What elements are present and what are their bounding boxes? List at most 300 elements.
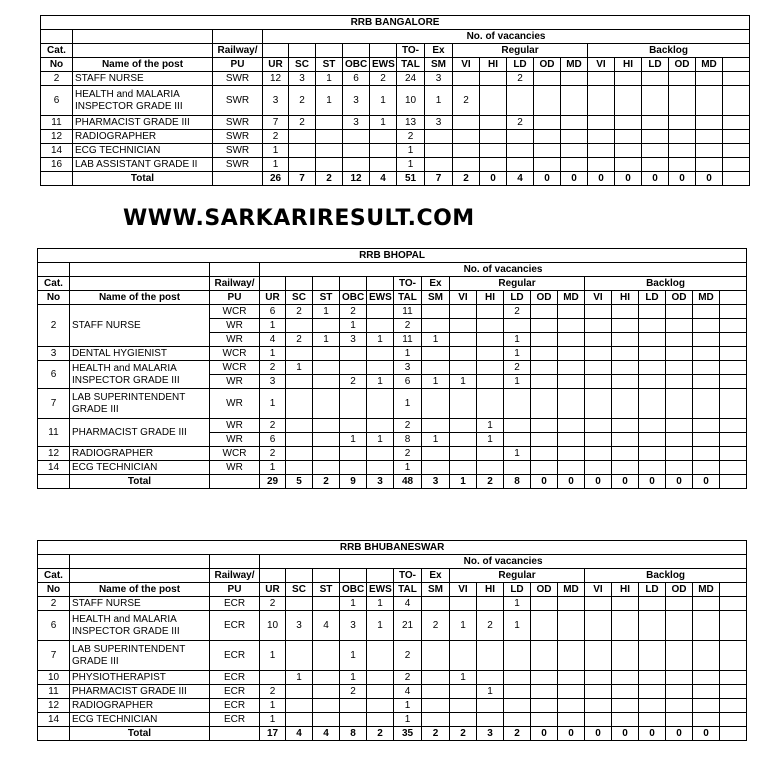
backlog-cell: [585, 461, 612, 475]
value-cell-sc: 1: [286, 361, 313, 375]
value-cell-ews: 1: [367, 333, 394, 347]
backlog-header: Backlog: [585, 569, 747, 583]
backlog-cell: [639, 419, 666, 433]
table-cell: [313, 569, 340, 583]
value-cell-od: [531, 305, 558, 319]
value-cell-sc: [286, 699, 313, 713]
column-header-obc: OBC: [340, 583, 367, 597]
value-cell-ews: [367, 419, 394, 433]
value-cell-ews: 1: [370, 86, 397, 116]
railway-pu-cell: WR: [210, 419, 260, 433]
value-cell-exsm: [422, 347, 450, 361]
table-cell: [720, 333, 747, 347]
value-cell-md: [558, 389, 585, 419]
table-row: [38, 713, 747, 727]
value-cell-md: [558, 685, 585, 699]
table-cell: [723, 72, 750, 86]
total-row: [38, 727, 747, 741]
value-cell-ur: 2: [260, 361, 286, 375]
value-cell-hi: [477, 319, 504, 333]
total-value-cell: 4: [286, 727, 313, 741]
value-cell-sc: 3: [289, 72, 316, 86]
total-value-cell: 0: [480, 172, 507, 186]
value-cell-obc: 1: [340, 597, 367, 611]
post-name-cell: HEALTH and MALARIA INSPECTOR GRADE III: [70, 361, 210, 389]
table-cell: [723, 116, 750, 130]
backlog-cell: [585, 361, 612, 375]
value-cell-od: [531, 347, 558, 361]
value-cell-obc: [340, 461, 367, 475]
value-cell-ld: [504, 433, 531, 447]
table-cell: [260, 277, 286, 291]
value-cell-hi: [477, 375, 504, 389]
value-cell-ld: 1: [504, 347, 531, 361]
total-header: TO-: [394, 277, 422, 291]
value-cell-st: [313, 347, 340, 361]
value-cell-md: [558, 713, 585, 727]
value-cell-ld: 2: [507, 116, 534, 130]
backlog-cell: [666, 597, 693, 611]
value-cell-ur: 4: [260, 333, 286, 347]
post-name-cell: ECG TECHNICIAN: [73, 144, 213, 158]
column-header-md: MD: [693, 291, 720, 305]
value-cell-vi: [450, 419, 477, 433]
value-cell-obc: [343, 130, 370, 144]
value-cell-ews: [370, 158, 397, 172]
column-header-od: OD: [666, 291, 693, 305]
vacancies-header: No. of vacancies: [263, 30, 750, 44]
value-cell-ews: [367, 389, 394, 419]
value-cell-od: [531, 713, 558, 727]
value-cell-vi: [453, 144, 480, 158]
value-cell-ld: [504, 419, 531, 433]
cat-no-cell: 11: [38, 685, 70, 699]
column-header-vi: VI: [588, 58, 615, 72]
railway-pu-cell: WR: [210, 319, 260, 333]
backlog-cell: [612, 375, 639, 389]
value-cell-vi: [450, 305, 477, 319]
value-cell-sc: [286, 713, 313, 727]
table-cell: [723, 58, 750, 72]
railway-header: Railway/: [213, 44, 263, 58]
value-cell-sc: [289, 130, 316, 144]
value-cell-vi: [450, 461, 477, 475]
post-name-cell: PHARMACIST GRADE III: [70, 419, 210, 447]
backlog-cell: [666, 461, 693, 475]
value-cell-st: [313, 319, 340, 333]
value-cell-exsm: [422, 305, 450, 319]
column-header-name: Name of the post: [70, 291, 210, 305]
value-cell-total: 1: [394, 347, 422, 361]
value-cell-total: 13: [397, 116, 425, 130]
value-cell-od: [534, 116, 561, 130]
value-cell-vi: [450, 641, 477, 671]
backlog-cell: [639, 641, 666, 671]
value-cell-total: 1: [397, 158, 425, 172]
table-cell: [723, 86, 750, 116]
value-cell-st: [313, 685, 340, 699]
total-value-cell: 9: [340, 475, 367, 489]
value-cell-total: 11: [394, 333, 422, 347]
value-cell-vi: [450, 347, 477, 361]
backlog-cell: [639, 447, 666, 461]
total-value-cell: 0: [696, 172, 723, 186]
table-row: [38, 671, 747, 685]
value-cell-vi: [450, 319, 477, 333]
backlog-cell: [669, 144, 696, 158]
value-cell-ews: [367, 361, 394, 375]
value-cell-exsm: [425, 144, 453, 158]
table-cell: [723, 130, 750, 144]
total-value-cell: 4: [370, 172, 397, 186]
total-value-cell: 2: [422, 727, 450, 741]
regular-header: Regular: [450, 277, 585, 291]
vacancies-header: No. of vacancies: [260, 555, 747, 569]
backlog-cell: [615, 86, 642, 116]
value-cell-exsm: [422, 319, 450, 333]
value-cell-md: [558, 699, 585, 713]
value-cell-ur: 1: [260, 641, 286, 671]
backlog-cell: [639, 685, 666, 699]
railway-pu-cell: WCR: [210, 305, 260, 319]
post-name-cell: ECG TECHNICIAN: [70, 713, 210, 727]
railway-pu-cell: SWR: [213, 158, 263, 172]
backlog-cell: [585, 699, 612, 713]
value-cell-ur: 6: [260, 433, 286, 447]
backlog-cell: [612, 361, 639, 375]
column-header-od: OD: [666, 583, 693, 597]
value-cell-hi: [477, 361, 504, 375]
total-value-cell: 4: [507, 172, 534, 186]
value-cell-sc: [286, 461, 313, 475]
value-cell-st: [313, 375, 340, 389]
value-cell-st: [316, 130, 343, 144]
value-cell-obc: 2: [340, 685, 367, 699]
post-name-cell: LAB SUPERINTENDENT GRADE III: [70, 641, 210, 671]
backlog-cell: [612, 713, 639, 727]
table-row: [41, 144, 750, 158]
value-cell-ur: 12: [263, 72, 289, 86]
value-cell-exsm: [422, 685, 450, 699]
column-header-ews: EWS: [370, 58, 397, 72]
cat-no-cell: 12: [38, 447, 70, 461]
value-cell-ews: 1: [367, 611, 394, 641]
value-cell-hi: [477, 333, 504, 347]
value-cell-total: 4: [394, 597, 422, 611]
value-cell-ews: [367, 461, 394, 475]
value-cell-exsm: 1: [425, 86, 453, 116]
column-header-no: No: [41, 58, 73, 72]
value-cell-od: [531, 419, 558, 433]
total-value-cell: 0: [588, 172, 615, 186]
total-value-cell: 0: [534, 172, 561, 186]
value-cell-st: [313, 699, 340, 713]
backlog-cell: [696, 158, 723, 172]
total-value-cell: 0: [642, 172, 669, 186]
table-cell: [73, 44, 213, 58]
value-cell-vi: 1: [450, 611, 477, 641]
value-cell-obc: 3: [340, 611, 367, 641]
column-header-ur: UR: [260, 291, 286, 305]
table-row: [38, 597, 747, 611]
total-label: Total: [70, 475, 210, 489]
value-cell-ews: [367, 319, 394, 333]
total-value-cell: 0: [531, 475, 558, 489]
backlog-cell: [696, 86, 723, 116]
value-cell-obc: 3: [343, 116, 370, 130]
value-cell-obc: [340, 447, 367, 461]
value-cell-ur: 3: [260, 375, 286, 389]
total-header: TO-: [394, 569, 422, 583]
value-cell-vi: [453, 72, 480, 86]
value-cell-sc: [286, 641, 313, 671]
backlog-cell: [585, 389, 612, 419]
backlog-cell: [585, 671, 612, 685]
cat-no-cell: 16: [41, 158, 73, 172]
backlog-cell: [666, 389, 693, 419]
post-name-cell: PHARMACIST GRADE III: [73, 116, 213, 130]
value-cell-ews: [367, 305, 394, 319]
table-title: RRB BHOPAL: [38, 249, 747, 263]
backlog-cell: [693, 333, 720, 347]
value-cell-sc: [286, 685, 313, 699]
column-header-no: No: [38, 291, 70, 305]
column-header-tal: TAL: [397, 58, 425, 72]
railway-pu-cell: SWR: [213, 130, 263, 144]
value-cell-total: 1: [394, 389, 422, 419]
rrb-bhopal-table: [37, 248, 747, 489]
railway-pu-cell: WR: [210, 333, 260, 347]
value-cell-vi: [450, 447, 477, 461]
value-cell-st: [313, 361, 340, 375]
value-cell-total: 2: [394, 319, 422, 333]
value-cell-hi: [480, 72, 507, 86]
railway-pu-cell: ECR: [210, 671, 260, 685]
value-cell-total: 24: [397, 72, 425, 86]
backlog-cell: [693, 347, 720, 361]
cat-no-cell: 11: [41, 116, 73, 130]
column-header-hi: HI: [615, 58, 642, 72]
value-cell-total: 1: [394, 713, 422, 727]
value-cell-st: 1: [316, 86, 343, 116]
value-cell-hi: [480, 116, 507, 130]
column-header-name: Name of the post: [73, 58, 213, 72]
backlog-cell: [639, 713, 666, 727]
value-cell-od: [534, 158, 561, 172]
backlog-cell: [666, 361, 693, 375]
backlog-cell: [585, 713, 612, 727]
column-header-vi: VI: [450, 291, 477, 305]
backlog-cell: [666, 333, 693, 347]
table-cell: [210, 555, 260, 569]
table-cell: [720, 389, 747, 419]
backlog-cell: [666, 713, 693, 727]
table-cell: [340, 569, 367, 583]
value-cell-od: [534, 72, 561, 86]
value-cell-vi: [450, 685, 477, 699]
value-cell-hi: 1: [477, 419, 504, 433]
table-cell: [720, 699, 747, 713]
value-cell-md: [561, 144, 588, 158]
value-cell-ur: 3: [263, 86, 289, 116]
cat-no-cell: 12: [38, 699, 70, 713]
backlog-cell: [639, 347, 666, 361]
value-cell-od: [531, 333, 558, 347]
value-cell-md: [561, 158, 588, 172]
total-value-cell: 2: [313, 475, 340, 489]
table-title: RRB BHUBANESWAR: [38, 541, 747, 555]
cat-no-cell: 6: [38, 611, 70, 641]
table-cell: [720, 475, 747, 489]
value-cell-ur: 2: [260, 597, 286, 611]
backlog-cell: [693, 447, 720, 461]
railway-pu-cell: WR: [210, 433, 260, 447]
table-cell: [38, 263, 70, 277]
table-cell: [720, 611, 747, 641]
value-cell-vi: 1: [450, 671, 477, 685]
value-cell-md: [561, 86, 588, 116]
cat-no-cell: 2: [41, 72, 73, 86]
table-cell: [720, 671, 747, 685]
value-cell-ur: 1: [260, 461, 286, 475]
backlog-header: Backlog: [585, 277, 747, 291]
backlog-cell: [612, 347, 639, 361]
backlog-cell: [639, 699, 666, 713]
value-cell-exsm: 1: [422, 375, 450, 389]
value-cell-ld: [504, 713, 531, 727]
backlog-cell: [585, 347, 612, 361]
backlog-cell: [585, 333, 612, 347]
value-cell-ur: 1: [260, 389, 286, 419]
backlog-cell: [666, 671, 693, 685]
total-value-cell: 0: [693, 727, 720, 741]
backlog-cell: [693, 419, 720, 433]
value-cell-ld: [504, 671, 531, 685]
value-cell-vi: [450, 333, 477, 347]
value-cell-hi: [477, 699, 504, 713]
value-cell-obc: [343, 158, 370, 172]
column-header-md: MD: [693, 583, 720, 597]
backlog-cell: [669, 158, 696, 172]
value-cell-ld: 2: [504, 305, 531, 319]
value-cell-ur: [260, 671, 286, 685]
total-value-cell: 0: [666, 475, 693, 489]
post-name-cell: RADIOGRAPHER: [73, 130, 213, 144]
total-value-cell: 0: [531, 727, 558, 741]
backlog-cell: [669, 72, 696, 86]
column-header-ur: UR: [260, 583, 286, 597]
value-cell-exsm: [422, 671, 450, 685]
value-cell-exsm: [422, 361, 450, 375]
value-cell-exsm: 1: [422, 333, 450, 347]
column-header-md: MD: [561, 58, 588, 72]
value-cell-obc: 3: [340, 333, 367, 347]
value-cell-md: [558, 419, 585, 433]
post-name-cell: STAFF NURSE: [73, 72, 213, 86]
backlog-cell: [588, 86, 615, 116]
total-value-cell: 3: [422, 475, 450, 489]
value-cell-hi: [477, 461, 504, 475]
value-cell-total: 10: [397, 86, 425, 116]
total-row: [41, 172, 750, 186]
regular-header: Regular: [450, 569, 585, 583]
rrb-bhubaneswar-table: [37, 540, 747, 741]
value-cell-obc: [340, 713, 367, 727]
value-cell-ld: [507, 158, 534, 172]
value-cell-md: [558, 671, 585, 685]
backlog-cell: [666, 447, 693, 461]
value-cell-sc: [286, 347, 313, 361]
total-value-cell: 48: [394, 475, 422, 489]
backlog-cell: [612, 305, 639, 319]
value-cell-ur: 2: [260, 419, 286, 433]
value-cell-hi: [477, 447, 504, 461]
backlog-cell: [585, 685, 612, 699]
value-cell-total: 6: [394, 375, 422, 389]
value-cell-exsm: [422, 641, 450, 671]
column-header-no: No: [38, 583, 70, 597]
column-header-obc: OBC: [340, 291, 367, 305]
table-cell: [73, 30, 213, 44]
post-name-cell: RADIOGRAPHER: [70, 699, 210, 713]
value-cell-ur: 2: [260, 447, 286, 461]
table-cell: [343, 44, 370, 58]
backlog-cell: [693, 361, 720, 375]
total-value-cell: 51: [397, 172, 425, 186]
backlog-cell: [588, 158, 615, 172]
backlog-cell: [615, 144, 642, 158]
total-value-cell: 2: [367, 727, 394, 741]
value-cell-ews: 1: [367, 433, 394, 447]
value-cell-hi: [477, 713, 504, 727]
backlog-cell: [639, 433, 666, 447]
table-row: [41, 116, 750, 130]
column-header-hi: HI: [477, 583, 504, 597]
value-cell-ld: 1: [504, 447, 531, 461]
value-cell-hi: 1: [477, 433, 504, 447]
column-header-vi: VI: [453, 58, 480, 72]
backlog-cell: [615, 116, 642, 130]
backlog-cell: [612, 699, 639, 713]
value-cell-ews: [367, 671, 394, 685]
table-row: [41, 86, 750, 116]
value-cell-ld: [504, 699, 531, 713]
value-cell-ld: 1: [504, 375, 531, 389]
backlog-cell: [585, 305, 612, 319]
backlog-cell: [588, 116, 615, 130]
value-cell-hi: [477, 389, 504, 419]
backlog-cell: [693, 597, 720, 611]
total-value-cell: 7: [425, 172, 453, 186]
table-row: [38, 347, 747, 361]
backlog-cell: [669, 86, 696, 116]
value-cell-obc: 2: [340, 305, 367, 319]
total-label: Total: [73, 172, 213, 186]
value-cell-sc: [286, 389, 313, 419]
post-name-cell: DENTAL HYGIENIST: [70, 347, 210, 361]
total-value-cell: 35: [394, 727, 422, 741]
backlog-cell: [666, 699, 693, 713]
value-cell-md: [558, 433, 585, 447]
backlog-cell: [612, 461, 639, 475]
table-cell: [720, 361, 747, 375]
value-cell-exsm: [422, 389, 450, 419]
railway-pu-cell: ECR: [210, 597, 260, 611]
table-cell: [70, 555, 210, 569]
backlog-cell: [642, 130, 669, 144]
backlog-cell: [693, 389, 720, 419]
backlog-cell: [693, 685, 720, 699]
